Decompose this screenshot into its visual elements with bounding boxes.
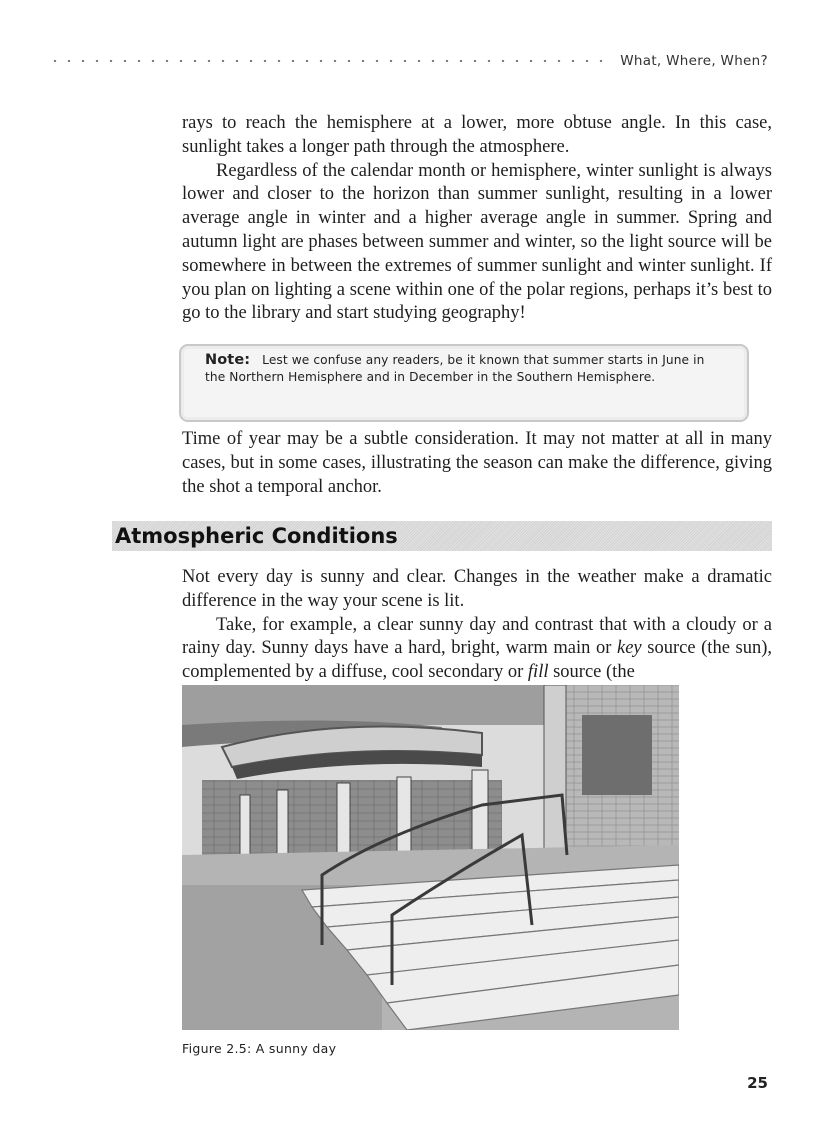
paragraph-sunny-day [182,614,772,685]
note-box [179,344,749,422]
sunny-day-text-1: Take, for example, a clear sunny day and contrast that with a cloudy or a rainy day. Sunny days have a hard, bright, warm main or [182,614,772,659]
note-label: Note: [205,352,251,368]
running-head-title: What, Where, When? [620,53,768,69]
paragraph-weather: Not every day is sunny and clear. Changes in the weather make a dramatic difference in the way your scene is lit. [182,567,772,611]
paragraph-seasons: Regardless of the calendar month or hemisphere, winter sunlight is always lower and closer to the horizon than summer sunlight, resulting in a lower average angle in winter and a higher average angle in summer. Spring and autumn light are phases between summer and winter, so the light source will be somewhere in between the extremes of summer sunlight and winter sunlight. If you plan on lighting a scene within one of the polar regions, perhaps it’s best to go to the library and start studying geography! [182,160,772,324]
paragraph-continued: rays to reach the hemisphere at a lower, more obtuse angle. In this case, sunlight takes a longer path through the atmosphere. [182,113,772,157]
page-number: 25 [747,1074,768,1092]
sunny-day-photo [182,685,679,1030]
sunny-day-text-3: source (the [548,662,635,683]
figure-caption: Figure 2.5: A sunny day [182,1041,337,1056]
paragraph-time-of-year: Time of year may be a subtle consideration. It may not matter at all in many cases, but in some cases, illustrating the season can make the difference, giving the shot a temporal anchor. [182,429,772,497]
key-term: key [617,638,642,659]
photo-illustration [182,685,679,1030]
section-heading: Atmospheric Conditions [115,524,398,548]
note-content [205,352,723,386]
body-text-top [182,112,772,326]
leader-dots [48,60,610,62]
note-text: Lest we confuse any readers, be it known that summer starts in June in the Northern Hemisphere and in December in the Southern Hemisphere. [205,353,705,384]
body-text-atmospheric [182,566,772,685]
body-text-time [182,428,772,499]
sunny-day-text-2: source (the sun), complemented by a diffuse, cool secondary or [182,638,772,683]
fill-term: fill [527,662,549,683]
running-head [48,50,768,72]
